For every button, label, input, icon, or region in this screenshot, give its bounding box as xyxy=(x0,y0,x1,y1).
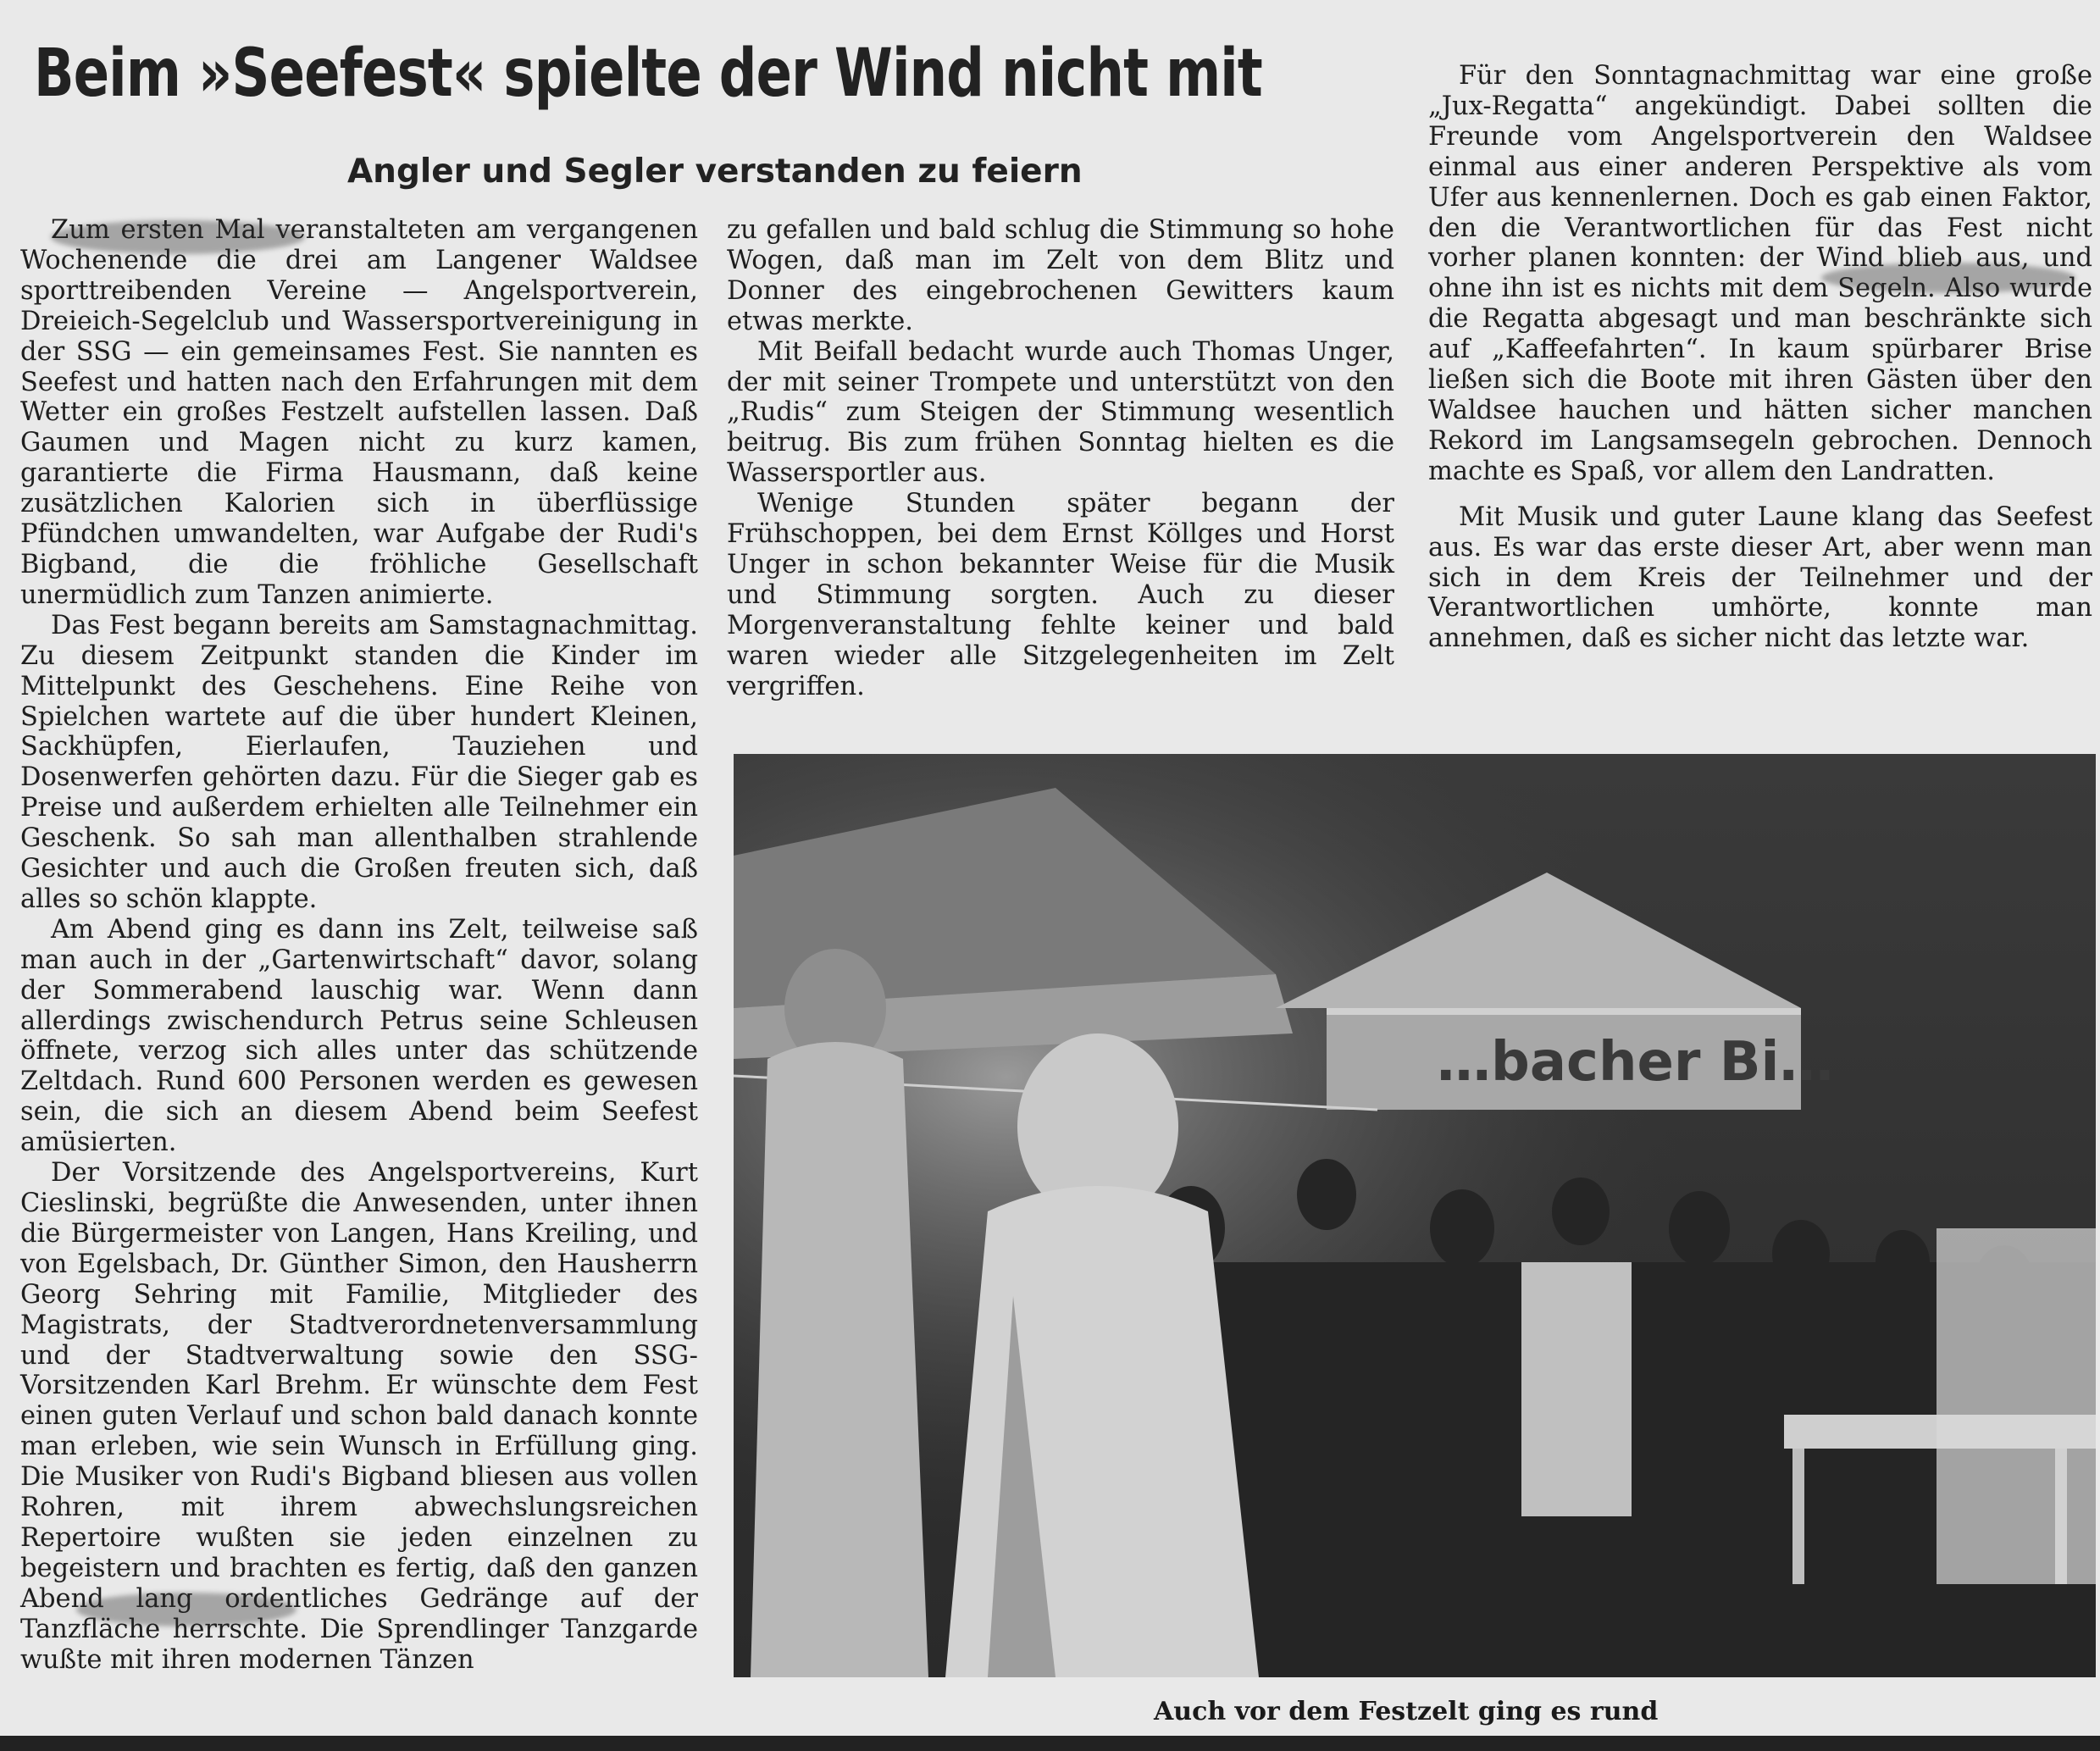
print-smudge xyxy=(76,1593,296,1626)
tent-sign-text: …bacher Bi… xyxy=(1437,1031,1834,1094)
festival-tent-photo xyxy=(734,754,2096,1677)
paragraph: Zum ersten Mal veranstalteten am vergangenen Wochenende die drei am Langener Waldsee sporttreibenden Vereine — Angelsportverein, Dreieich-Segelclub und Wassersportvereinigung in der SSG — ein gemeinsames Fest. Sie nannten es Seefest und hatten nach den Erfahrungen mit dem Wetter ein großes Festzelt aufstellen lassen. Daß Gaumen und Magen nicht zu kurz kamen, garantierte die Firma Hausmann, daß keine zusätzlichen Kalorien sich in überflüssige Pfündchen umwandelten, war Aufgabe der Rudi's Bigband, die die fröhliche Gesellschaft unermüdlich zum Tanzen animierte. xyxy=(20,215,698,610)
paragraph: Der Vorsitzende des Angelsportvereins, Kurt Cieslinski, begrüßte die Anwesenden, unter ihnen die Bürgermeister von Langen, Hans Kreiling, und von Egelsbach, Dr. Günther Simon, den Hausherrn Georg Sehring mit Familie, Mitglieder des Magistrats, der Stadtverordnetenversammlung und der Stadtverwaltung sowie den SSG-Vorsitzenden Karl Brehm. Er wünschte dem Fest einen guten Verlauf und schon bald danach konnte man erleben, wie sein Wunsch in Erfüllung ging. Die Musiker von Rudi's Bigband bliesen aus vollen Rohren, mit ihrem abwechslungsreichen Repertoire wußten sie jeden einzelnen zu begeistern und brachten es fertig, daß den ganzen Abend lang ordentliches Gedränge auf der Tanzfläche herrschte. Die Sprendlinger Tanzgarde wußte mit ihren modernen Tänzen xyxy=(20,1158,698,1675)
article-column-1 xyxy=(20,215,698,1676)
paragraph: Am Abend ging es dann ins Zelt, teilweise saß man auch in der „Gartenwirtschaft“ davor, solang der Sommerabend lauschig war. Wenn dann allerdings zwischendurch Petrus seine Schleusen öffnete, verzog sich alles unter das schützende Zeltdach. Rund 600 Personen werden es gewesen sein, die sich an diesem Abend beim Seefest amüsierten. xyxy=(20,914,698,1158)
paragraph: Mit Beifall bedacht wurde auch Thomas Unger, der mit seiner Trompete und unterstützt von den „Rudis“ zum Steigen der Stimmung wesentlich beitrug. Bis zum frühen Sonntag hielten es die Wassersportler aus. xyxy=(727,336,1394,489)
bottom-edge xyxy=(0,1736,2100,1751)
paragraph: zu gefallen und bald schlug die Stimmung so hohe Wogen, daß man im Zelt von dem Blitz und Donner des eingebrochenen Gewitters kaum etwas merkte. xyxy=(727,215,1394,336)
paragraph: Das Fest begann bereits am Samstagnachmittag. Zu diesem Zeitpunkt standen die Kinder im Mittelpunkt des Geschehens. Eine Reihe von Spielchen wartete auf die über hundert Kleinen, Sackhüpfen, Eierlaufen, Tauziehen und Dosenwerfen gehörten dazu. Für die Sieger gab es Preise und außerdem erhielten alle Teilnehmer ein Geschenk. So sah man allenthalben strahlende Gesichter und auch die Großen freuten sich, daß alles so schön klappte. xyxy=(20,610,698,914)
headline: Beim »Seefest« spielte der Wind nicht mit xyxy=(34,36,1262,112)
print-smudge xyxy=(51,220,305,254)
article-column-3 xyxy=(1428,61,2092,654)
print-smudge xyxy=(1821,263,2075,293)
paragraph: Für den Sonntagnachmittag war eine große „Jux-Regatta“ angekündigt. Dabei sollten die Freunde vom Angelsportverein den Waldsee einmal aus einer anderen Perspektive als vom Ufer aus kennenlernen. Doch es gab einen Faktor, den die Verantwortlichen für das Fest nicht vorher planen konnten: der Wind blieb aus, und ohne ihn ist es nichts mit dem Segeln. Also wurde die Regatta abgesagt und man beschränkte sich auf „Kaffeefahrten“. In kaum spürbarer Brise ließen sich die Boote mit ihren Gästen über den Waldsee hauchen und hätten sicher manchen Rekord im Langsamsegeln gebrochen. Dennoch machte es Spaß, vor allem den Landratten. xyxy=(1428,61,2092,486)
paragraph: Wenige Stunden später begann der Frühschoppen, bei dem Ernst Köllges und Horst Unger in schon bekannter Weise für die Musik und Stimmung sorgten. Auch zu dieser Morgenveranstaltung fehlte keiner und bald waren wieder alle Sitzgelegenheiten im Zelt vergriffen. xyxy=(727,489,1394,701)
subheadline: Angler und Segler verstanden zu feiern xyxy=(347,152,1083,191)
paragraph: Mit Musik und guter Laune klang das Seefest aus. Es war das erste dieser Art, aber wenn man sich in dem Kreis der Teilnehmer und der Verantwortlichen umhörte, konnte man annehmen, daß es sicher nicht das letzte war. xyxy=(1428,501,2092,654)
article-column-2 xyxy=(727,215,1394,702)
photo-caption: Auch vor dem Festzelt ging es rund xyxy=(1154,1697,1659,1726)
